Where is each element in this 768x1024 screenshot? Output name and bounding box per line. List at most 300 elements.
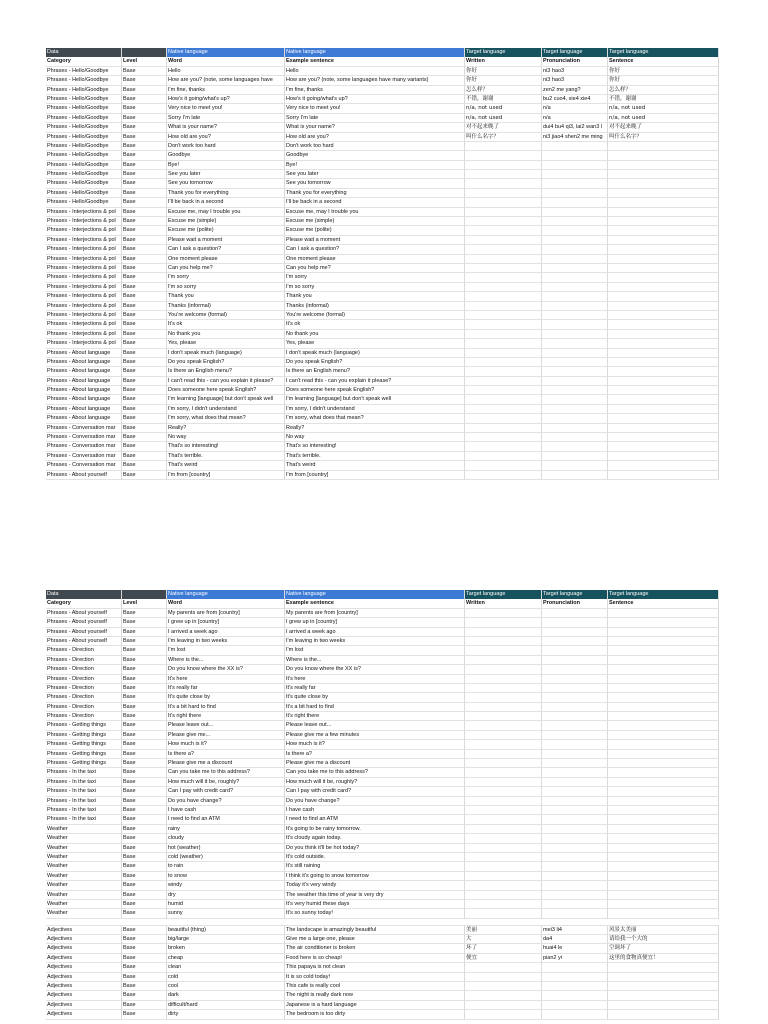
cell-category[interactable]: Phrases - About language: [46, 414, 122, 423]
cell-level[interactable]: Base: [122, 151, 167, 160]
cell-word[interactable]: I'm leaving in two weeks: [167, 637, 285, 646]
cell-written[interactable]: [465, 142, 542, 151]
cell-word[interactable]: Does someone here speak English?: [167, 386, 285, 395]
cell-example-sentence[interactable]: I'm sorry, I didn't understand: [285, 405, 465, 414]
cell-pronunciation[interactable]: [542, 461, 608, 470]
cell-level[interactable]: Base: [122, 703, 167, 712]
cell-pronunciation[interactable]: [542, 377, 608, 386]
cell-pronunciation[interactable]: [542, 646, 608, 655]
cell-written[interactable]: [465, 909, 542, 918]
cell-pronunciation[interactable]: [542, 414, 608, 423]
cell-word[interactable]: I'm from [country]: [167, 471, 285, 480]
cell-example-sentence[interactable]: No way: [285, 433, 465, 442]
cell-word[interactable]: Can I pay with credit card?: [167, 787, 285, 796]
cell-level[interactable]: Base: [122, 95, 167, 104]
cell-level[interactable]: Base: [122, 778, 167, 787]
cell-word[interactable]: It's a bit hard to find: [167, 703, 285, 712]
cell-word[interactable]: No thank you: [167, 330, 285, 339]
cell-pronunciation[interactable]: [542, 806, 608, 815]
cell-written[interactable]: [465, 675, 542, 684]
cell-sentence[interactable]: [608, 302, 719, 311]
cell-category[interactable]: Weather: [46, 872, 122, 881]
cell-example-sentence[interactable]: Can you take me to this address?: [285, 768, 465, 777]
cell-sentence[interactable]: [608, 1001, 719, 1010]
cell-written[interactable]: [465, 179, 542, 188]
cell-pronunciation[interactable]: [542, 142, 608, 151]
cell-example-sentence[interactable]: I'm so sorry: [285, 283, 465, 292]
cell-example-sentence[interactable]: Excuse me, may I trouble you: [285, 208, 465, 217]
cell-pronunciation[interactable]: [542, 198, 608, 207]
cell-example-sentence[interactable]: That's so interesting!: [285, 442, 465, 451]
cell-level[interactable]: Base: [122, 609, 167, 618]
cell-level[interactable]: Base: [122, 189, 167, 198]
cell-category[interactable]: Weather: [46, 881, 122, 890]
cell-word[interactable]: Yes, please: [167, 339, 285, 348]
cell-level[interactable]: Base: [122, 292, 167, 301]
cell-example-sentence[interactable]: I grew up in [country]: [285, 618, 465, 627]
cell-pronunciation[interactable]: [542, 618, 608, 627]
cell-level[interactable]: Base: [122, 208, 167, 217]
cell-level[interactable]: Base: [122, 461, 167, 470]
cell-level[interactable]: Base: [122, 825, 167, 834]
cell-category[interactable]: Phrases - Interjections & pol: [46, 236, 122, 245]
cell-word[interactable]: Thank you for everything: [167, 189, 285, 198]
cell-word[interactable]: How old are you?: [167, 133, 285, 142]
cell-written[interactable]: [465, 302, 542, 311]
cell-level[interactable]: Base: [122, 442, 167, 451]
cell-written[interactable]: [465, 712, 542, 721]
cell-category[interactable]: Phrases - Getting things: [46, 721, 122, 730]
cell-written[interactable]: 便宜: [465, 954, 542, 963]
cell-pronunciation[interactable]: [542, 881, 608, 890]
cell-written[interactable]: [465, 255, 542, 264]
cell-written[interactable]: 叫什么名字？: [465, 133, 542, 142]
cell-level[interactable]: Base: [122, 198, 167, 207]
cell-pronunciation[interactable]: [542, 255, 608, 264]
cell-sentence[interactable]: [608, 862, 719, 871]
cell-written[interactable]: [465, 665, 542, 674]
cell-level[interactable]: Base: [122, 1010, 167, 1019]
cell-word[interactable]: I don't speak much (language): [167, 349, 285, 358]
cell-written[interactable]: [465, 395, 542, 404]
cell-example-sentence[interactable]: It's really far: [285, 684, 465, 693]
cell-written[interactable]: [465, 339, 542, 348]
cell-word[interactable]: My parents are from [country]: [167, 609, 285, 618]
cell-written[interactable]: 你好: [465, 67, 542, 76]
cell-sentence[interactable]: [608, 405, 719, 414]
cell-category[interactable]: Phrases - Direction: [46, 675, 122, 684]
cell-word[interactable]: Is there a?: [167, 750, 285, 759]
cell-word[interactable]: big/large: [167, 935, 285, 944]
cell-level[interactable]: Base: [122, 935, 167, 944]
cell-example-sentence[interactable]: Excuse me (simple): [285, 217, 465, 226]
cell-example-sentence[interactable]: Does someone here speak English?: [285, 386, 465, 395]
cell-pronunciation[interactable]: [542, 217, 608, 226]
cell-category[interactable]: Phrases - Hello/Goodbye: [46, 161, 122, 170]
cell-sentence[interactable]: [608, 787, 719, 796]
cell-sentence[interactable]: [608, 292, 719, 301]
cell-pronunciation[interactable]: [542, 302, 608, 311]
cell-example-sentence[interactable]: Give me a large one, please: [285, 935, 465, 944]
cell-pronunciation[interactable]: [542, 161, 608, 170]
cell-level[interactable]: Base: [122, 452, 167, 461]
cell-sentence[interactable]: [608, 797, 719, 806]
cell-example-sentence[interactable]: It's going to be rainy tomorrow.: [285, 825, 465, 834]
cell-written[interactable]: [465, 358, 542, 367]
cell-example-sentence[interactable]: The air conditioner is broken: [285, 944, 465, 953]
cell-example-sentence[interactable]: It's so sunny today!: [285, 909, 465, 918]
cell-level[interactable]: Base: [122, 339, 167, 348]
cell-sentence[interactable]: [608, 311, 719, 320]
cell-category[interactable]: Phrases - Getting things: [46, 731, 122, 740]
cell-sentence[interactable]: [608, 618, 719, 627]
cell-word[interactable]: Bye!: [167, 161, 285, 170]
cell-level[interactable]: Base: [122, 264, 167, 273]
cell-example-sentence[interactable]: Can I pay with credit card?: [285, 787, 465, 796]
cell-word[interactable]: cool: [167, 982, 285, 991]
cell-example-sentence[interactable]: The weather this time of year is very dry: [285, 891, 465, 900]
cell-example-sentence[interactable]: Is there a?: [285, 750, 465, 759]
cell-word[interactable]: Thanks (informal): [167, 302, 285, 311]
cell-sentence[interactable]: [608, 834, 719, 843]
cell-sentence[interactable]: [608, 656, 719, 665]
cell-pronunciation[interactable]: [542, 712, 608, 721]
cell-example-sentence[interactable]: Yes, please: [285, 339, 465, 348]
cell-word[interactable]: I arrived a week ago: [167, 628, 285, 637]
cell-category[interactable]: Adjectives: [46, 973, 122, 982]
cell-word[interactable]: to rain: [167, 862, 285, 871]
cell-sentence[interactable]: 你好: [608, 67, 719, 76]
cell-level[interactable]: Base: [122, 740, 167, 749]
cell-pronunciation[interactable]: n/a: [542, 114, 608, 123]
cell-example-sentence[interactable]: It's a bit hard to find: [285, 703, 465, 712]
cell-sentence[interactable]: [608, 703, 719, 712]
cell-level[interactable]: Base: [122, 104, 167, 113]
cell-example-sentence[interactable]: It's still raining: [285, 862, 465, 871]
cell-written[interactable]: [465, 853, 542, 862]
cell-sentence[interactable]: [608, 750, 719, 759]
cell-level[interactable]: Base: [122, 973, 167, 982]
cell-category[interactable]: Adjectives: [46, 982, 122, 991]
cell-pronunciation[interactable]: huai4 le: [542, 944, 608, 953]
cell-word[interactable]: cold (weather): [167, 853, 285, 862]
cell-category[interactable]: Phrases - Getting things: [46, 740, 122, 749]
cell-level[interactable]: Base: [122, 255, 167, 264]
cell-pronunciation[interactable]: [542, 292, 608, 301]
cell-category[interactable]: Phrases - In the taxi: [46, 806, 122, 815]
cell-level[interactable]: Base: [122, 881, 167, 890]
cell-level[interactable]: Base: [122, 405, 167, 414]
cell-category[interactable]: Phrases - About language: [46, 386, 122, 395]
cell-level[interactable]: Base: [122, 665, 167, 674]
cell-example-sentence[interactable]: Really?: [285, 424, 465, 433]
cell-sentence[interactable]: [608, 377, 719, 386]
cell-example-sentence[interactable]: Hello: [285, 67, 465, 76]
cell-level[interactable]: Base: [122, 133, 167, 142]
cell-written[interactable]: [465, 703, 542, 712]
cell-written[interactable]: [465, 208, 542, 217]
cell-word[interactable]: That's weird: [167, 461, 285, 470]
cell-pronunciation[interactable]: ni3 hao3: [542, 76, 608, 85]
cell-written[interactable]: [465, 872, 542, 881]
cell-category[interactable]: Phrases - Interjections & pol: [46, 255, 122, 264]
cell-word[interactable]: What is your name?: [167, 123, 285, 132]
cell-word[interactable]: Excuse me, may I trouble you: [167, 208, 285, 217]
cell-category[interactable]: Phrases - Hello/Goodbye: [46, 95, 122, 104]
cell-level[interactable]: Base: [122, 954, 167, 963]
cell-pronunciation[interactable]: ni3 jiao4 shen2 me ming: [542, 133, 608, 142]
cell-word[interactable]: It's here: [167, 675, 285, 684]
cell-word[interactable]: Do you speak English?: [167, 358, 285, 367]
cell-sentence[interactable]: [608, 179, 719, 188]
cell-written[interactable]: [465, 973, 542, 982]
cell-example-sentence[interactable]: Excuse me (polite): [285, 226, 465, 235]
cell-written[interactable]: [465, 349, 542, 358]
cell-pronunciation[interactable]: [542, 891, 608, 900]
cell-pronunciation[interactable]: da4: [542, 935, 608, 944]
cell-level[interactable]: Base: [122, 815, 167, 824]
cell-word[interactable]: Excuse me (simple): [167, 217, 285, 226]
cell-word[interactable]: Please leave out...: [167, 721, 285, 730]
cell-example-sentence[interactable]: This cafe is really cool: [285, 982, 465, 991]
cell-category[interactable]: Adjectives: [46, 954, 122, 963]
cell-level[interactable]: Base: [122, 236, 167, 245]
cell-category[interactable]: Adjectives: [46, 935, 122, 944]
cell-pronunciation[interactable]: [542, 339, 608, 348]
cell-written[interactable]: [465, 768, 542, 777]
cell-category[interactable]: Phrases - About language: [46, 395, 122, 404]
cell-sentence[interactable]: [608, 442, 719, 451]
cell-example-sentence[interactable]: I'm fine, thanks: [285, 86, 465, 95]
cell-example-sentence[interactable]: Food here is so cheap!: [285, 954, 465, 963]
cell-written[interactable]: [465, 628, 542, 637]
cell-pronunciation[interactable]: [542, 245, 608, 254]
cell-sentence[interactable]: [608, 768, 719, 777]
cell-word[interactable]: Goodbye: [167, 151, 285, 160]
cell-level[interactable]: Base: [122, 675, 167, 684]
cell-word[interactable]: Please give me a discount: [167, 759, 285, 768]
cell-level[interactable]: Base: [122, 926, 167, 935]
cell-sentence[interactable]: [608, 637, 719, 646]
cell-sentence[interactable]: 这里的食物真便宜！: [608, 954, 719, 963]
cell-sentence[interactable]: [608, 731, 719, 740]
cell-sentence[interactable]: [608, 151, 719, 160]
cell-pronunciation[interactable]: [542, 208, 608, 217]
cell-example-sentence[interactable]: It's cold outside.: [285, 853, 465, 862]
cell-level[interactable]: Base: [122, 377, 167, 386]
cell-written[interactable]: [465, 991, 542, 1000]
cell-sentence[interactable]: [608, 358, 719, 367]
cell-level[interactable]: Base: [122, 76, 167, 85]
cell-category[interactable]: Phrases - Direction: [46, 656, 122, 665]
cell-pronunciation[interactable]: [542, 283, 608, 292]
cell-pronunciation[interactable]: [542, 349, 608, 358]
cell-example-sentence[interactable]: It's very humid these days: [285, 900, 465, 909]
cell-example-sentence[interactable]: It's cloudy again today.: [285, 834, 465, 843]
cell-sentence[interactable]: [608, 264, 719, 273]
cell-word[interactable]: Sorry I'm late: [167, 114, 285, 123]
cell-level[interactable]: Base: [122, 245, 167, 254]
cell-pronunciation[interactable]: [542, 675, 608, 684]
cell-sentence[interactable]: [608, 740, 719, 749]
cell-word[interactable]: I'll be back in a second: [167, 198, 285, 207]
cell-word[interactable]: How much is it?: [167, 740, 285, 749]
cell-sentence[interactable]: [608, 693, 719, 702]
cell-sentence[interactable]: [608, 646, 719, 655]
cell-word[interactable]: That's terrible.: [167, 452, 285, 461]
cell-example-sentence[interactable]: My parents are from [country]: [285, 609, 465, 618]
cell-written[interactable]: [465, 471, 542, 480]
cell-category[interactable]: Phrases - Interjections & pol: [46, 226, 122, 235]
cell-pronunciation[interactable]: [542, 189, 608, 198]
cell-sentence[interactable]: [608, 853, 719, 862]
cell-level[interactable]: Base: [122, 170, 167, 179]
cell-written[interactable]: [465, 433, 542, 442]
cell-written[interactable]: 美丽: [465, 926, 542, 935]
cell-sentence[interactable]: [608, 872, 719, 881]
cell-written[interactable]: 对不起来晚了: [465, 123, 542, 132]
cell-category[interactable]: Phrases - Hello/Goodbye: [46, 104, 122, 113]
cell-category[interactable]: Phrases - Hello/Goodbye: [46, 189, 122, 198]
cell-example-sentence[interactable]: Thank you: [285, 292, 465, 301]
cell-example-sentence[interactable]: Please give me a few minutes: [285, 731, 465, 740]
cell-pronunciation[interactable]: [542, 982, 608, 991]
cell-written[interactable]: [465, 1001, 542, 1010]
cell-pronunciation[interactable]: [542, 367, 608, 376]
cell-category[interactable]: Phrases - Interjections & pol: [46, 208, 122, 217]
cell-word[interactable]: windy: [167, 881, 285, 890]
cell-category[interactable]: Adjectives: [46, 1001, 122, 1010]
cell-pronunciation[interactable]: [542, 900, 608, 909]
cell-word[interactable]: Please give me...: [167, 731, 285, 740]
cell-category[interactable]: Phrases - Conversation mar: [46, 452, 122, 461]
cell-word[interactable]: cold: [167, 973, 285, 982]
cell-written[interactable]: 你好: [465, 76, 542, 85]
cell-example-sentence[interactable]: Do you have change?: [285, 797, 465, 806]
cell-sentence[interactable]: 叫什么名字？: [608, 133, 719, 142]
cell-written[interactable]: [465, 367, 542, 376]
cell-example-sentence[interactable]: Very nice to meet you!: [285, 104, 465, 113]
cell-word[interactable]: Please wait a moment: [167, 236, 285, 245]
cell-sentence[interactable]: [608, 665, 719, 674]
cell-written[interactable]: [465, 815, 542, 824]
cell-level[interactable]: Base: [122, 872, 167, 881]
cell-category[interactable]: Phrases - Hello/Goodbye: [46, 76, 122, 85]
cell-example-sentence[interactable]: You're welcome (formal): [285, 311, 465, 320]
cell-level[interactable]: Base: [122, 142, 167, 151]
cell-category[interactable]: Phrases - Interjections & pol: [46, 302, 122, 311]
cell-pronunciation[interactable]: [542, 703, 608, 712]
cell-level[interactable]: Base: [122, 302, 167, 311]
cell-sentence[interactable]: [608, 283, 719, 292]
cell-category[interactable]: Phrases - About language: [46, 367, 122, 376]
cell-example-sentence[interactable]: I'm sorry: [285, 273, 465, 282]
cell-sentence[interactable]: [608, 825, 719, 834]
cell-level[interactable]: Base: [122, 114, 167, 123]
cell-word[interactable]: I have cash: [167, 806, 285, 815]
cell-level[interactable]: Base: [122, 891, 167, 900]
cell-category[interactable]: Phrases - Getting things: [46, 750, 122, 759]
cell-pronunciation[interactable]: [542, 264, 608, 273]
cell-word[interactable]: Excuse me (polite): [167, 226, 285, 235]
cell-example-sentence[interactable]: Do you think it'll be hot today?: [285, 844, 465, 853]
cell-example-sentence[interactable]: How much is it?: [285, 740, 465, 749]
cell-sentence[interactable]: n/a, not used: [608, 114, 719, 123]
cell-word[interactable]: See you tomorrow: [167, 179, 285, 188]
cell-word[interactable]: One moment please: [167, 255, 285, 264]
cell-pronunciation[interactable]: [542, 320, 608, 329]
cell-written[interactable]: [465, 292, 542, 301]
cell-pronunciation[interactable]: [542, 740, 608, 749]
cell-pronunciation[interactable]: [542, 768, 608, 777]
cell-pronunciation[interactable]: [542, 973, 608, 982]
cell-example-sentence[interactable]: Thank you for everything: [285, 189, 465, 198]
cell-level[interactable]: Base: [122, 311, 167, 320]
cell-pronunciation[interactable]: [542, 471, 608, 480]
cell-level[interactable]: Base: [122, 963, 167, 972]
cell-pronunciation[interactable]: [542, 1010, 608, 1019]
cell-sentence[interactable]: 空调坏了: [608, 944, 719, 953]
cell-pronunciation[interactable]: [542, 637, 608, 646]
cell-sentence[interactable]: [608, 367, 719, 376]
cell-level[interactable]: Base: [122, 982, 167, 991]
cell-level[interactable]: Base: [122, 909, 167, 918]
cell-word[interactable]: That's so interesting!: [167, 442, 285, 451]
cell-level[interactable]: Base: [122, 759, 167, 768]
cell-example-sentence[interactable]: I don't speak much (language): [285, 349, 465, 358]
cell-written[interactable]: [465, 731, 542, 740]
cell-word[interactable]: hot (weather): [167, 844, 285, 853]
cell-written[interactable]: [465, 1010, 542, 1019]
cell-level[interactable]: Base: [122, 721, 167, 730]
cell-level[interactable]: Base: [122, 358, 167, 367]
cell-word[interactable]: I'm sorry: [167, 273, 285, 282]
cell-level[interactable]: Base: [122, 123, 167, 132]
cell-word[interactable]: clean: [167, 963, 285, 972]
cell-category[interactable]: Adjectives: [46, 963, 122, 972]
cell-written[interactable]: [465, 236, 542, 245]
cell-example-sentence[interactable]: What is your name?: [285, 123, 465, 132]
cell-example-sentence[interactable]: Goodbye: [285, 151, 465, 160]
cell-sentence[interactable]: [608, 844, 719, 853]
cell-category[interactable]: Phrases - Interjections & pol: [46, 330, 122, 339]
cell-word[interactable]: cheap: [167, 954, 285, 963]
cell-written[interactable]: [465, 386, 542, 395]
cell-pronunciation[interactable]: [542, 273, 608, 282]
cell-word[interactable]: I'm learning [language] but don't speak well: [167, 395, 285, 404]
cell-category[interactable]: Phrases - In the taxi: [46, 787, 122, 796]
cell-category[interactable]: Adjectives: [46, 1010, 122, 1019]
cell-level[interactable]: Base: [122, 67, 167, 76]
cell-word[interactable]: I'm sorry, I didn't understand: [167, 405, 285, 414]
cell-example-sentence[interactable]: Is there an English menu?: [285, 367, 465, 376]
cell-category[interactable]: Phrases - About yourself: [46, 618, 122, 627]
cell-sentence[interactable]: [608, 973, 719, 982]
cell-written[interactable]: [465, 646, 542, 655]
cell-example-sentence[interactable]: Do you know where the XX is?: [285, 665, 465, 674]
cell-pronunciation[interactable]: [542, 330, 608, 339]
cell-pronunciation[interactable]: [542, 311, 608, 320]
cell-category[interactable]: Phrases - Direction: [46, 703, 122, 712]
cell-level[interactable]: Base: [122, 853, 167, 862]
cell-level[interactable]: Base: [122, 471, 167, 480]
cell-written[interactable]: [465, 721, 542, 730]
cell-example-sentence[interactable]: It is so cold today!: [285, 973, 465, 982]
cell-category[interactable]: Phrases - About language: [46, 405, 122, 414]
cell-category[interactable]: Weather: [46, 909, 122, 918]
cell-word[interactable]: rainy: [167, 825, 285, 834]
cell-written[interactable]: [465, 461, 542, 470]
